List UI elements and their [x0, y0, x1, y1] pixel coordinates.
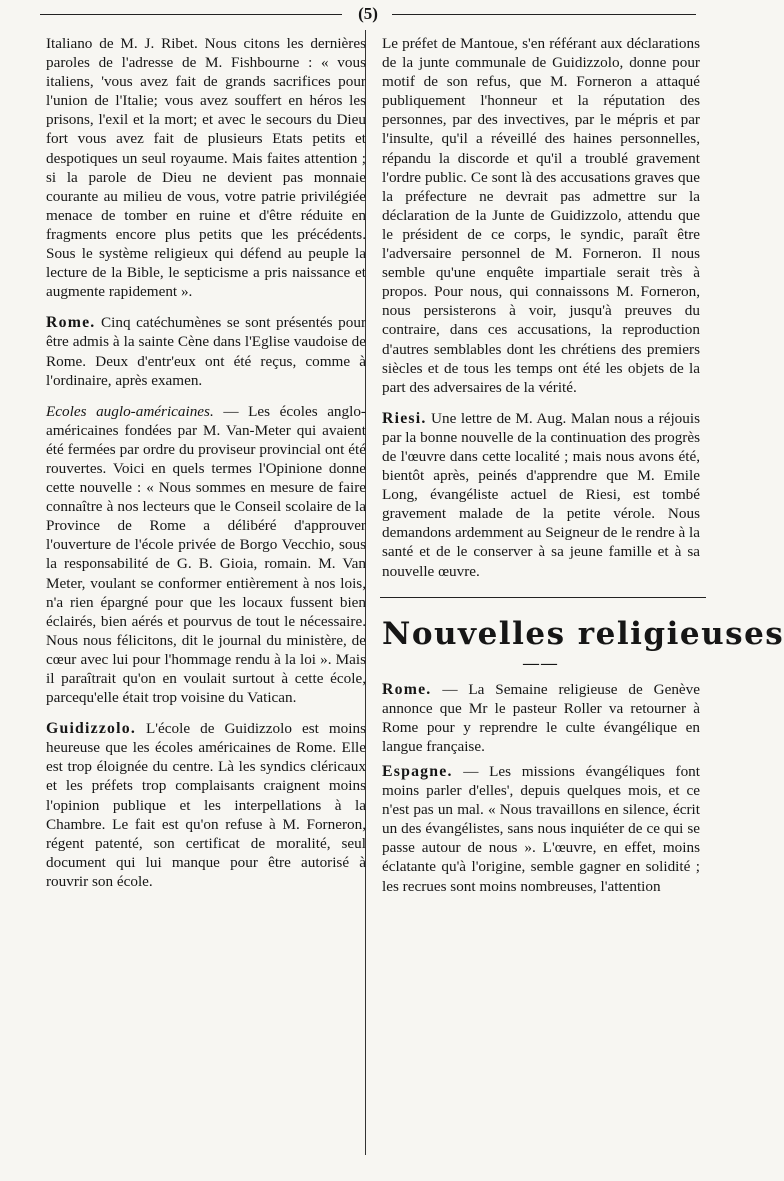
paragraph-italiano: Italiano de M. J. Ribet. Nous citons les dernières paroles de l'adresse de M. Fishbourne : « vous italiens, 'vous avez fait de grands sacrifices pour l'union de l'Italie; vous avez souffert en héros les prisons, l'exil et la mort; et avec le secours du Dieu fort vous avez fait de plusieurs Etats petits et despotiques un seul royaume. Mais faites attention ; si la parole de Dieu ne devient pas monnaie courante au milieu de vous, votre patrie privilégiée menace de tomber en ruine et d'être réduite en fragments encore plus petits que les précédents. Sous le système religieux qui défend au peuple la lecture de la Bible, le septicisme a pris naissance et augmente rapidement ». [46, 35, 366, 301]
section-dash: —— [523, 654, 559, 672]
right-column [382, 34, 784, 896]
heading-espagne: Espagne. [382, 763, 453, 780]
header-rule-left [40, 14, 342, 15]
paragraph-ecoles [46, 402, 366, 708]
page-header [40, 4, 696, 24]
paragraph-riesi [382, 409, 700, 581]
header-rule-right [392, 14, 696, 15]
section-separator [380, 597, 706, 598]
heading-rome-2: Rome. [382, 680, 432, 698]
heading-guidizzolo: Guidizzolo. [46, 720, 136, 738]
paragraph-espagne [382, 762, 700, 896]
paragraph-guidizzolo [46, 719, 366, 891]
text-riesi: Une lettre de M. Aug. Malan nous a réjouis par la bonne nouvelle de la continuation des progrès de l'œuvre dans cette localité ; mais nous avons été, bientôt après, peinés d'apprendre que M. Emile Long, évangéliste actuel de Riesi, est tombé gravement malade de la petite vérole. Nous demandons ardemment au Seigneur de le rendre à la santé et de le conserver à sa jeune famille et à sa nouvelle œuvre. [382, 409, 701, 580]
section-title: Nouvelles religieuses [382, 615, 784, 652]
left-column [46, 34, 366, 891]
text-rome-2: — La Semaine religieuse de Genève annonce que Mr le pasteur Roller va retourner à Rome pour y reprendre le culte évangélique en langue française. [382, 680, 700, 755]
text-rome: Cinq catéchumènes se sont présentés pour être admis à la sainte Cène dans l'Eglise vaudoise de Rome. Deux d'entr'eux ont été reçus, comme à l'ordinaire, après examen. [46, 314, 366, 389]
paragraph-rome-2 [382, 680, 700, 756]
text-espagne: — Les missions évangéliques font moins parler d'elles', depuis quelques mois, et ce n'est pas un mal. « Nous travaillons en silence, écrit un des évangélistes, sans nous inquiéter de ce qui se passe autour de nous ». L'œuvre, en effet, moins éclatante qu'à l'origine, semble gagner en solidité ; les recrues sont moins nombreuses, l'attention [382, 763, 700, 895]
heading-ecoles: Ecoles auglo-américaines. [46, 402, 214, 420]
paragraph-mantoue: Le préfet de Mantoue, s'en référant aux déclarations de la junte communale de Guidizzolo, donne pour motif de son refus, que M. Forneron a attaqué publiquement l'honneur et la réputation des personnes, par des invectives, par le mépris et par l'insulte, qu'il a réveillé des haines personnelles, répandu la discorde et qu'il a troublé gravement l'ordre public. Ce sont là des accusations graves que la préfecture ne devrait pas admettre sur la déclaration de la Junte de Guidizzolo, attendu que le président de ce corps, le syndic, paraît être l'adversaire personnel de M. Forneron. Il nous semble qu'une enquête impartiale serait très à propos. Pour nous, qui connaissons M. Forneron, nous persisterons à voir, jusqu'à preuves du contraire, dans ces accusations, la reproduction d'autres semblables dont les chrétiens des premiers siècles et de tous les temps ont été les objets de la part des adversaires de la vérité. [382, 35, 700, 396]
paragraph-rome [46, 313, 366, 389]
heading-rome: Rome. [46, 314, 96, 332]
heading-riesi: Riesi. [382, 409, 427, 427]
text-guidizzolo: L'école de Guidizzolo est moins heureuse que les écoles américaines de Rome. Elle est trop éloignée du centre. Là les syndics cléricaux et les préfets trop complaisants craignent moins l'opinion publique et les interpellations à la Chambre. Le fait est qu'on refuse à M. Forneron, régent patenté, son certificat de moralité, seul document qui lui manque pour être autorisé à rouvrir son école. [46, 720, 367, 890]
text-ecoles: — Les écoles anglo-américaines fondées par M. Van-Meter qui avaient été fermées par ordre du proviseur provincial ont été rouvertes. Voici en quels termes l'Opinione donne cette nouvelle : « Nous sommes en mesure de faire connaître à nos lecteurs que le Conseil scolaire de la Province de Rome a délibéré d'approuver l'ouverture de l'école privée de Borgo Vecchio, sous la responsabilité de G. B. Gioia, romain. M. Van Meter, voulant se conformer entièrement à nos lois, n'a rien épargné pour que les locaux fussent bien éclairés, bien aérés et pourvus de tout le nécessaire. Nous nous félicitons, dit le journal du ministère, de cœur avec lui pour l'hommage rendu à la loi ». Mais il paraîtrait qu'on en voulait surtout à cette école, parcequ'elle était trop voisine du Vatican. [46, 402, 366, 707]
page-number: (5) [358, 4, 378, 23]
